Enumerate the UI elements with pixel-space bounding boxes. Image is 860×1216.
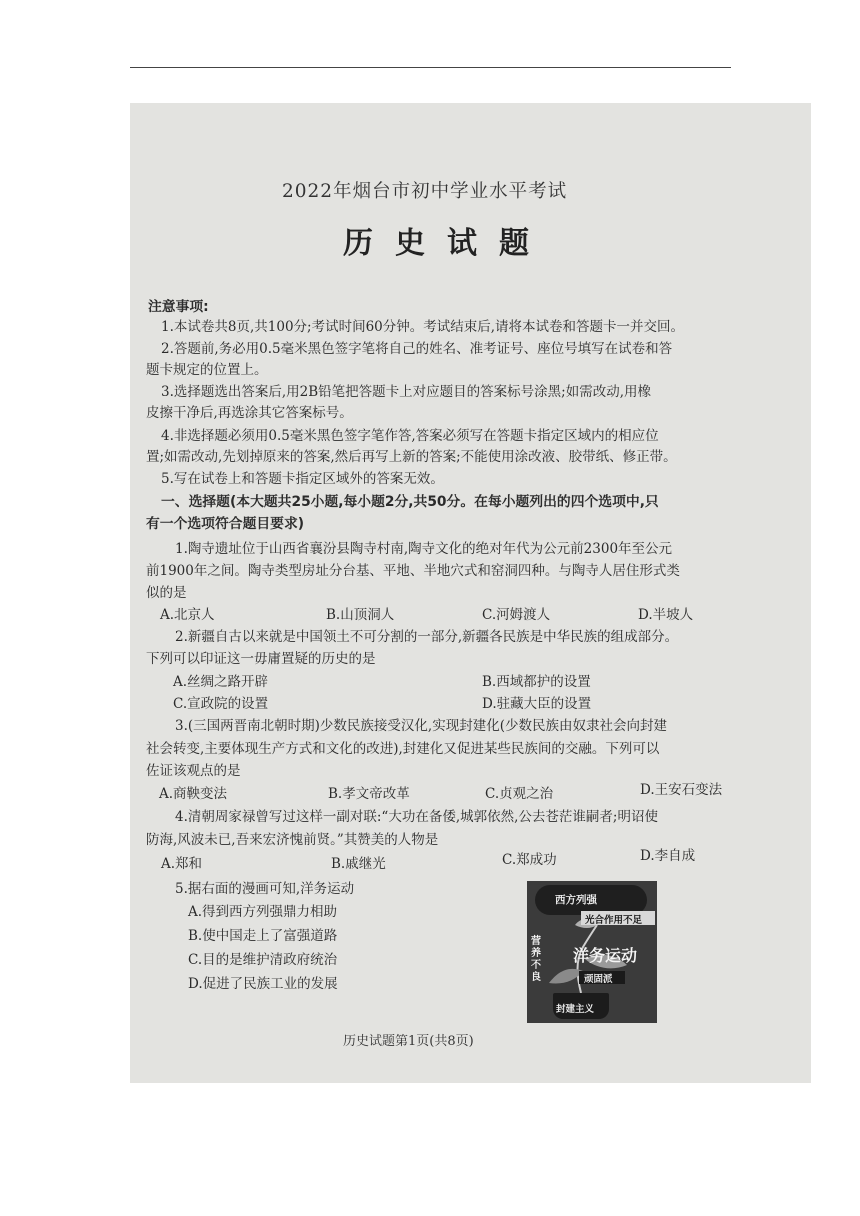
note-line: 4.非选择题必须用0.5毫米黑色签字笔作答,答案必须写在答题卡指定区域内的相应位 [161,428,659,444]
top-rule [130,67,731,68]
exam-page-photo [130,103,811,1083]
question-1-text: 1.陶寺遗址位于山西省襄汾县陶寺村南,陶寺文化的绝对年代为公元前2300年至公元 [175,541,673,557]
q4-option-c: C.郑成功 [502,852,557,868]
question-4-text: 4.清朝周家禄曾写过这样一副对联:“大功在备倭,城郭依然,公去苍茫谁嗣者;明诏使 [175,809,658,825]
question-1-text: 似的是 [146,585,187,601]
question-5-text: 5.据右面的漫画可知,洋务运动 [175,881,355,897]
q5-option-a: A.得到西方列强鼎力相助 [188,904,338,920]
exam-name: 2022年烟台市初中学业水平考试 [282,181,568,202]
note-line: 5.写在试卷上和答题卡指定区域外的答案无效。 [161,471,444,487]
q4-option-d: D.李自成 [640,848,696,864]
question-2-text: 下列可以印证这一毋庸置疑的历史的是 [146,651,376,667]
q3-option-a: A.商鞅变法 [159,786,228,802]
q5-option-b: B.使中国走上了富强道路 [188,928,338,944]
note-line: 皮擦干净后,再选涂其它答案标号。 [146,405,353,421]
note-line: 1.本试卷共8页,共100分;考试时间60分钟。考试结束后,请将本试卷和答题卡一并交回。 [161,319,685,335]
plant-label: 洋务运动 [573,946,638,965]
note-line: 2.答题前,务必用0.5毫米黑色签字笔将自己的姓名、准考证号、座位号填写在试卷和答 [161,341,673,357]
q5-option-c: C.目的是维护清政府统治 [188,952,338,968]
question-3-text: 佐证该观点的是 [146,763,241,779]
q1-option-a: A.北京人 [160,607,215,623]
nutrition-label: 营养不良 [531,936,541,983]
q2-option-b: B.西域都护的设置 [482,674,591,690]
notes-heading: 注意事项: [148,299,209,315]
question-1-text: 前1900年之间。陶寺类型房址分台基、平地、半地穴式和窑洞四种。与陶寺人居住形式类 [146,563,680,579]
q3-option-c: C.贞观之治 [485,786,554,802]
q3-option-d: D.王安石变法 [640,782,723,798]
pot-band-label: 顽固派 [584,974,613,985]
note-line: 置;如需改动,先划掉原来的答案,然后再写上新的答案;不能使用涂改液、胶带纸、修正带。 [146,449,677,465]
q1-option-d: D.半坡人 [638,607,694,623]
note-line: 题卡规定的位置上。 [146,362,268,378]
section-heading: 有一个选项符合题目要求) [146,516,305,532]
pot-label: 封建主义 [556,1004,595,1015]
question-3-text: 社会转变,主要体现生产方式和文化的改进),封建化又促进某些民族间的交融。下列可以 [146,741,660,757]
question-4-text: 防海,风波未已,吾来宏济愧前贤。”其赞美的人物是 [146,832,439,848]
question-3-text: 3.(三国两晋南北朝时期)少数民族接受汉化,实现封建化(少数民族由奴隶社会向封建 [175,718,667,734]
light-label: 光合作用不足 [585,915,643,926]
section-heading: 一、选择题(本大题共25小题,每小题2分,共50分。在每小题列出的四个选项中,只 [161,494,659,510]
q5-option-d: D.促进了民族工业的发展 [188,976,338,992]
q1-option-b: B.山顶洞人 [326,607,395,623]
subject-title: 历史试题 [343,226,551,261]
note-line: 3.选择题选出答案后,用2B铅笔把答题卡上对应题目的答案标号涂黑;如需改动,用橡 [161,384,652,400]
page-footer: 历史试题第1页(共8页) [343,1034,474,1049]
cloud-label: 西方列强 [555,894,597,906]
q4-option-b: B.戚继光 [331,856,386,872]
q2-option-d: D.驻藏大臣的设置 [482,696,592,712]
q1-option-c: C.河姆渡人 [482,607,551,623]
q3-option-b: B.孝文帝改革 [328,786,410,802]
cartoon-image [527,881,657,1023]
q4-option-a: A.郑和 [161,856,203,872]
question-2-text: 2.新疆自古以来就是中国领土不可分割的一部分,新疆各民族是中华民族的组成部分。 [175,629,679,645]
q2-option-a: A.丝绸之路开辟 [173,674,269,690]
q2-option-c: C.宣政院的设置 [173,696,269,712]
